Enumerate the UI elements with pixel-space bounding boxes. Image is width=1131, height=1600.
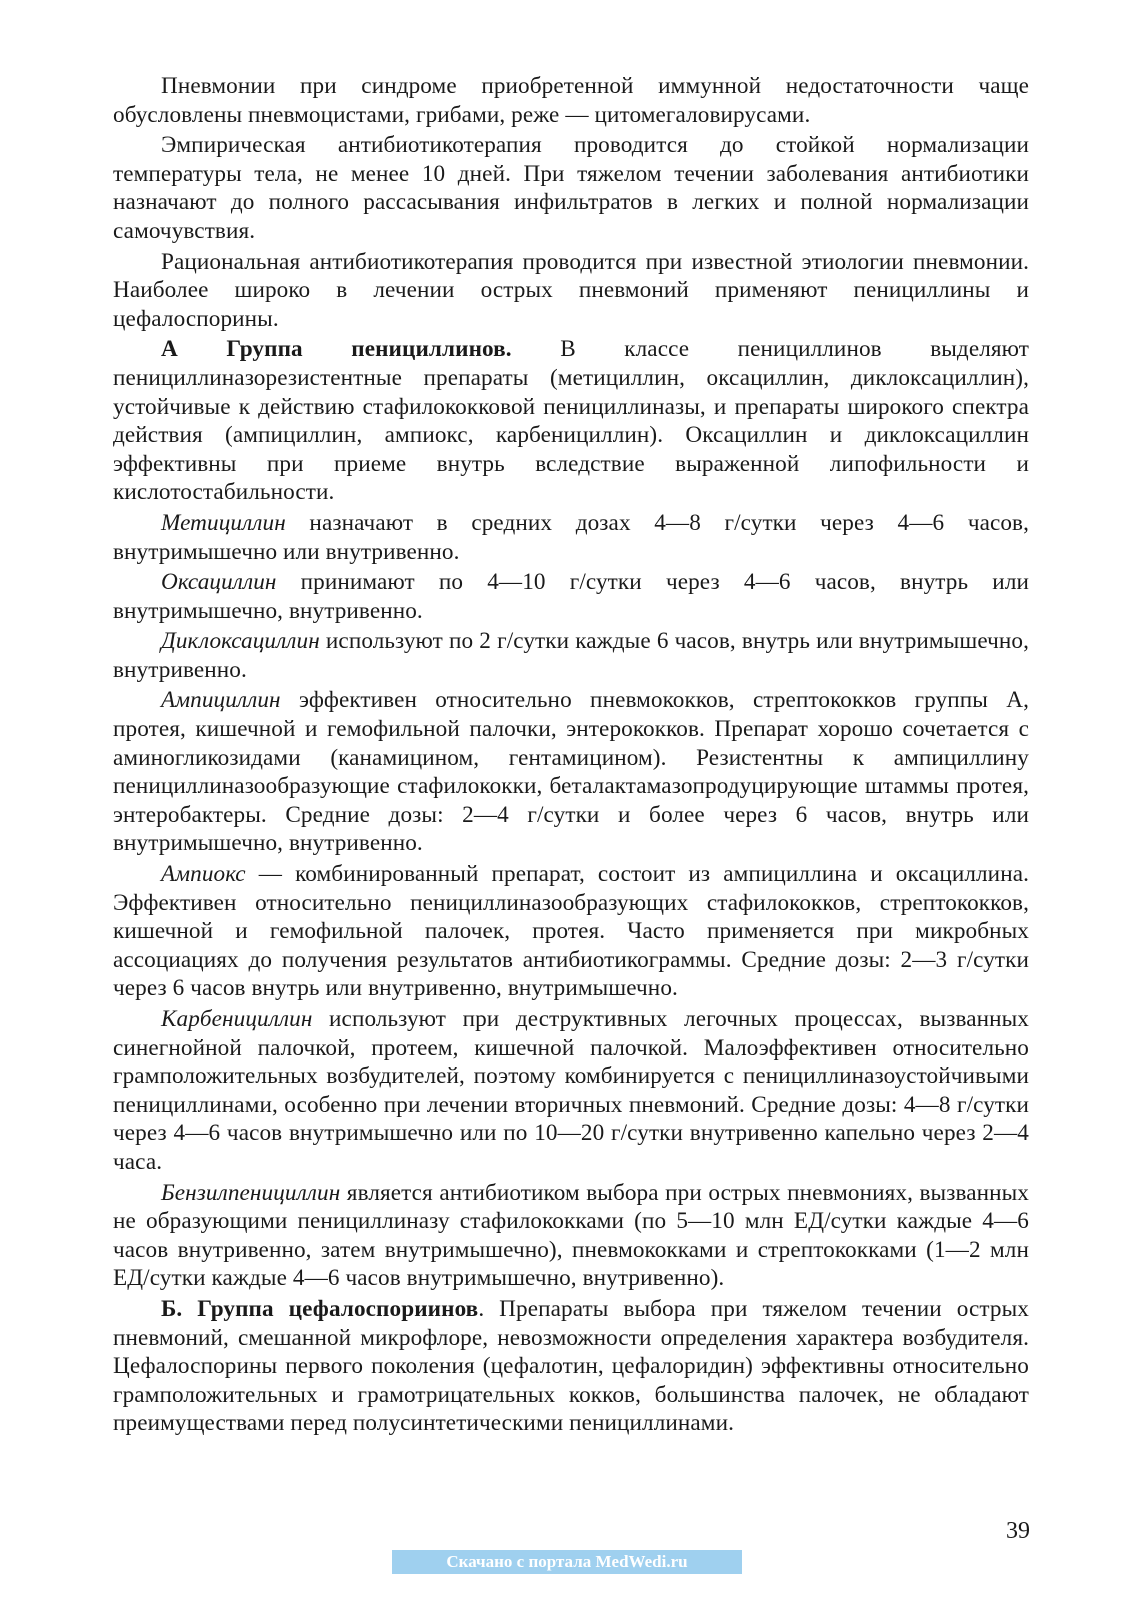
paragraph-ampiox-text: — комбинированный препарат, состоит из ампициллина и оксациллина. Эффективен относительно пенициллиназообразующих стафилококков, стрептококков, кишечной и гемофильной палочек, протея. Часто применяется при микробных ассоциациях до получения результатов антибиотикограммы. Средние дозы: 2—3 г/сутки через 6 часов внутрь или внутривенно, внутримышечно.	[113, 861, 1029, 1002]
paragraph-benzylpenicillin-text: является антибиотиком выбора при острых пневмониях, вызванных не образующими пенициллиназу стафилококками (по 5—10 млн ЕД/сутки каждые 4—6 часов внутривенно, затем внутримышечно), пневмококками и стрептококками (1—2 млн ЕД/сутки каждые 4—6 часов внутримышечно, внутривенно).	[113, 1179, 1029, 1292]
paragraph-ampicillin	[113, 686, 1029, 858]
paragraph-3	[113, 248, 1029, 334]
paragraph-1	[113, 72, 1029, 129]
paragraph-oxacillin	[113, 568, 1029, 625]
paragraph-penicillin-group	[113, 335, 1029, 507]
page-body	[113, 72, 1029, 1440]
paragraph-dicloxacillin	[113, 627, 1029, 684]
paragraph-ampiox	[113, 860, 1029, 1003]
drug-name-carbenicillin: Карбенициллин	[161, 1006, 313, 1032]
paragraph-cephalosporin-group	[113, 1295, 1029, 1438]
paragraph-1-text: Пневмонии при синдроме приобретенной иммунной недостаточности чаще обусловлены пневмоцистами, грибами, реже — цитомегаловирусами.	[113, 73, 1029, 128]
drug-name-oxacillin: Оксациллин	[161, 569, 277, 596]
section-heading-cephalosporins: Б. Группа цефалоспориинов	[161, 1295, 479, 1322]
paragraph-cephalosporin-group-text: . Препараты выбора при тяжелом течении острых пневмоний, смешанной микрофлоре, невозможности определения характера возбудителя. Цефалоспорины первого поколения (цефалотин, цефалоридин) эффективны относительно грамположительных и грамотрицательных кокков, большинства палочек, не обладают преимуществами перед полусинтетическими пенициллинами.	[113, 1295, 1029, 1437]
paragraph-carbenicillin-text: используют при деструктивных легочных процессах, вызванных синегнойной палочкой, протеем, кишечной палочкой. Малоэффективен относительно грамположительных возбудителей, поэтому комбинируется с пенициллиназоустойчивыми пенициллинами, особенно при лечении вторичных пневмоний. Средние дозы: 4—8 г/сутки через 4—6 часов внутримышечно или по 10—20 г/сутки внутривенно капельно через 2—4 часа.	[113, 1006, 1029, 1175]
paragraph-penicillin-group-text: В классе пенициллинов выделяют пенициллиназорезистентные препараты (метициллин, оксациллин, диклоксациллин), устойчивые к действию стафилококковой пенициллиназы, и препараты широкого спектра действия (ампициллин, ампиокс, карбенициллин). Оксациллин и диклоксациллин эффективны при приеме внутрь вследствие выраженной липофильности и кислотостабильности.	[113, 336, 1029, 506]
paragraph-2-text: Эмпирическая антибиотикотерапия проводится до стойкой нормализации температуры тела, не менее 10 дней. При тяжелом течении заболевания антибиотики назначают до полного рассасывания инфильтратов в легких и полной нормализации самочувствия.	[113, 132, 1029, 244]
drug-name-dicloxacillin: Диклоксациллин	[161, 628, 320, 655]
paragraph-2	[113, 131, 1029, 245]
paragraph-oxacillin-text: принимают по 4—10 г/сутки через 4—6 часов, внутрь или внутримышечно, внутривенно.	[113, 569, 1029, 624]
drug-name-methicillin: Метициллин	[161, 509, 286, 536]
drug-name-ampiox: Ампиокс	[161, 861, 246, 888]
paragraph-3-text: Рациональная антибиотикотерапия проводится при известной этиологии пневмонии. Наиболее широко в лечении острых пневмоний применяют пенициллины и цефалоспорины.	[113, 248, 1029, 332]
paragraph-carbenicillin	[113, 1005, 1029, 1177]
drug-name-benzylpenicillin: Бензилпенициллин	[161, 1179, 341, 1206]
paragraph-methicillin-text: назначают в средних дозах 4—8 г/сутки через 4—6 часов, внутримышечно или внутривенно.	[113, 509, 1029, 565]
paragraph-dicloxacillin-text: используют по 2 г/сутки каждые 6 часов, внутрь или внутримышечно, внутривенно.	[113, 628, 1029, 683]
paragraph-benzylpenicillin	[113, 1179, 1029, 1293]
paragraph-methicillin	[113, 509, 1029, 566]
section-heading-penicillins: А Группа пенициллинов.	[161, 336, 512, 363]
paragraph-ampicillin-text: эффективен относительно пневмококков, стрептококков группы А, протея, кишечной и гемофильной палочки, энтерококков. Препарат хорошо сочетается с аминогликозидами (канамицином, гентамицином). Резистентны к ампициллину пенициллиназообразующие стафилококки, беталактамазопродуцирующие штаммы протея, энтеробактеры. Средние дозы: 2—4 г/сутки и более через 6 часов, внутрь или внутримышечно, внутривенно.	[113, 687, 1029, 857]
watermark-banner: Скачано с портала MedWedi.ru	[392, 1550, 742, 1574]
drug-name-ampicillin: Ампициллин	[161, 687, 281, 714]
page-number: 39	[1006, 1518, 1030, 1544]
